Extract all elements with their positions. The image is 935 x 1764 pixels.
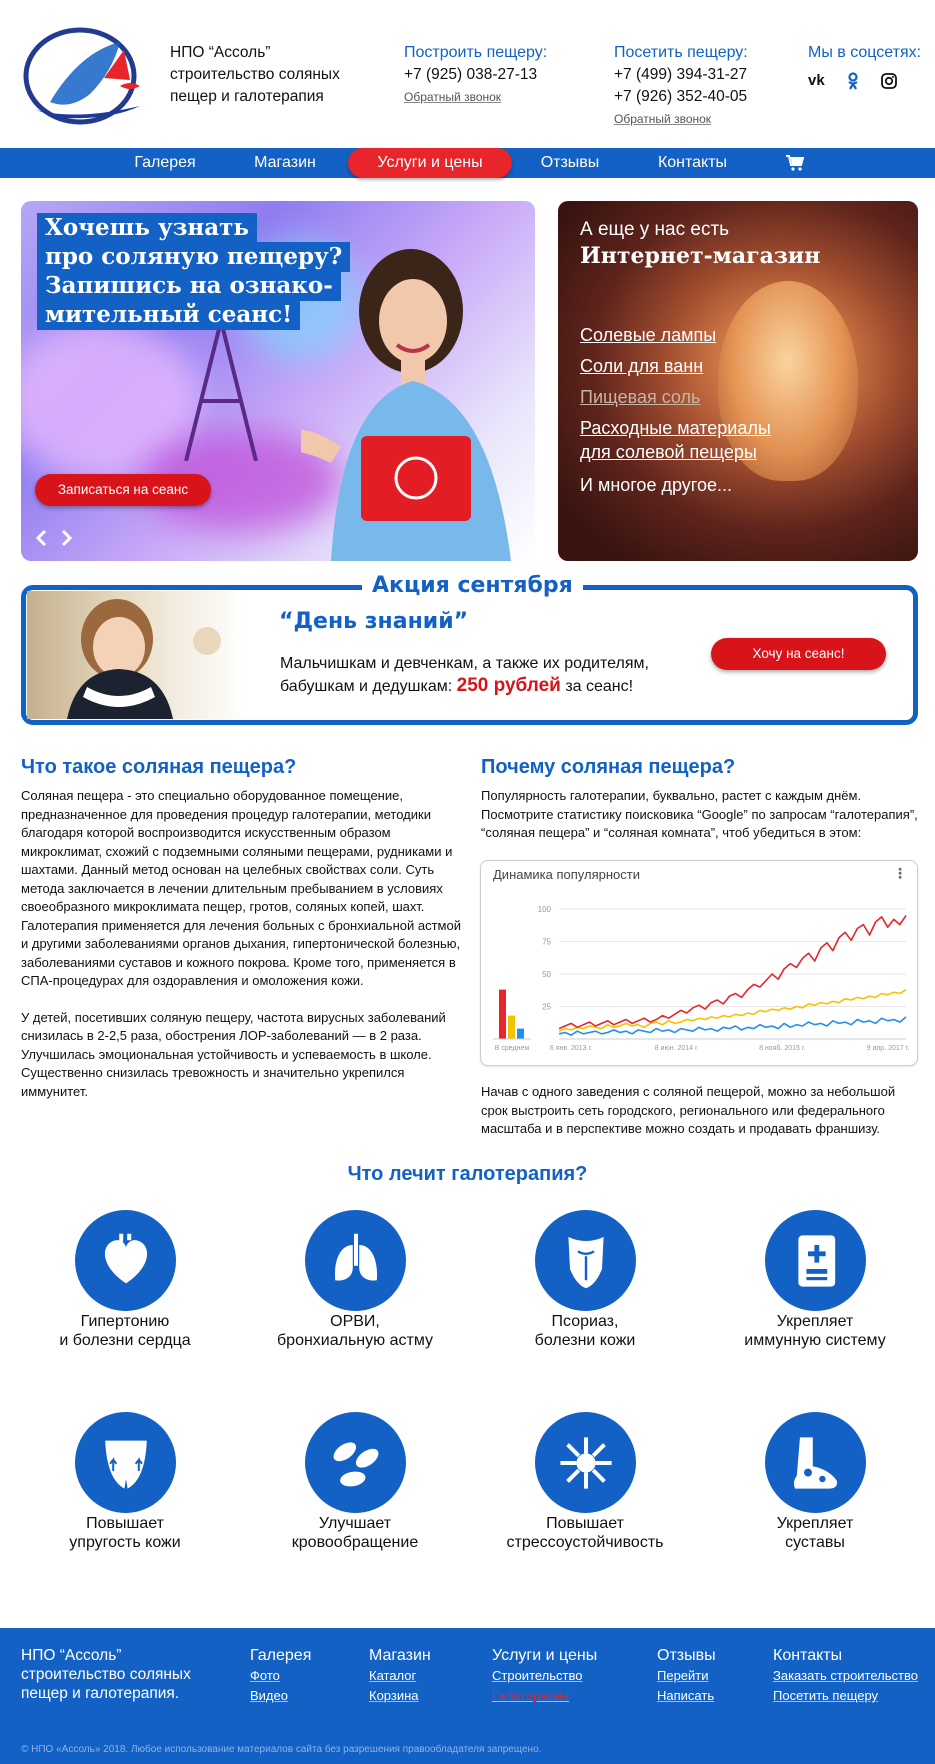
shop-link-food-salt[interactable]: Пищевая соль xyxy=(580,387,701,407)
shop-intro: А еще у нас есть xyxy=(580,219,730,240)
heart-icon xyxy=(86,1221,166,1301)
chart-plot xyxy=(481,889,917,1065)
shop-link-supplies-2[interactable]: для солевой пещеры xyxy=(580,442,757,462)
benefit-caption-line: упругость кожи xyxy=(69,1534,181,1551)
what-paragraph: Галотерапия применяется для лечения больных с бронхиальной астмой и другими заболеваниями органов дыхания, гипертонической болезнью, заболеваниями суставов и кожного покрова. Кроме того, применяется в СПА-процедурах для оздоравления и омоложения кожи. xyxy=(21,917,461,988)
callback-link[interactable]: Обратный звонок xyxy=(614,112,712,126)
footer-brand-line: НПО “Ассоль” xyxy=(21,1647,122,1664)
cart-icon[interactable] xyxy=(786,155,804,171)
footer-col-services xyxy=(492,1646,597,1706)
benefit-caption xyxy=(255,1312,455,1350)
footer-brand-line: пещер и галотерапия. xyxy=(21,1685,180,1702)
y-tick-label: 50 xyxy=(542,970,551,979)
nav-item-reviews[interactable]: Отзывы xyxy=(540,154,600,171)
benefit-caption-line: Повышает xyxy=(546,1515,624,1532)
benefit-caption-line: ОРВИ, xyxy=(330,1313,380,1330)
footer-col-shop xyxy=(369,1646,431,1706)
more-icon[interactable]: ⋮ xyxy=(893,865,907,881)
vk-icon[interactable]: vk xyxy=(808,72,825,89)
what-text xyxy=(21,787,461,1101)
benefit-caption xyxy=(715,1312,915,1350)
chart-title: Динамика популярности xyxy=(493,867,640,882)
footer-link[interactable]: Корзина xyxy=(369,1688,419,1703)
benefit-icon-circle xyxy=(305,1412,406,1513)
benefit-caption xyxy=(715,1514,915,1552)
footer-col-title[interactable]: Магазин xyxy=(369,1647,431,1664)
benefit-caption-line: стрессоустойчивость xyxy=(506,1534,664,1551)
promo-text-part: за сеанс! xyxy=(565,678,634,695)
girl-image xyxy=(27,591,243,719)
what-title: Что такое соляная пещера? xyxy=(21,756,297,778)
series-line-соляная-пещера xyxy=(559,990,906,1032)
promo-text-line: Мальчишкам и девченкам, а также их родителям, xyxy=(280,655,649,672)
main-nav xyxy=(0,148,935,178)
nav-item-contacts[interactable]: Контакты xyxy=(657,154,728,171)
callback-link[interactable]: Обратный звонок xyxy=(404,90,502,104)
nav-item-gallery[interactable]: Галерея xyxy=(134,154,196,171)
benefit-caption-line: кровообращение xyxy=(291,1534,419,1551)
benefit-icon-circle xyxy=(535,1412,636,1513)
torso-icon xyxy=(546,1221,626,1301)
social-block xyxy=(808,42,921,92)
blood-cells-icon xyxy=(316,1423,396,1503)
promo-title: “День знаний” xyxy=(279,609,469,634)
benefit-caption-line: Повышает xyxy=(86,1515,164,1532)
benefit-caption-line: Укрепляет xyxy=(776,1313,854,1330)
y-tick-label: 75 xyxy=(542,937,551,947)
benefit-icon-circle xyxy=(75,1210,176,1311)
logo-mark xyxy=(20,22,152,126)
avg-bar-1 xyxy=(508,1016,515,1039)
banner-line: Запишись на ознако- xyxy=(37,271,341,301)
promo-image xyxy=(27,591,243,719)
shop-link-supplies[interactable]: Расходные материалы xyxy=(580,418,771,438)
build-phone[interactable]: +7 (925) 038-27-13 xyxy=(404,66,538,83)
shop-link-lamps[interactable]: Солевые лампы xyxy=(580,325,717,345)
x-tick-label: 8 нояб. 2015 г. xyxy=(759,1045,806,1052)
shop-title: Интернет-магазин xyxy=(580,243,821,269)
social-title: Мы в соцсетях: xyxy=(808,44,922,61)
build-contact xyxy=(404,42,547,108)
foot-bone-icon xyxy=(776,1423,856,1503)
footer-link[interactable]: Перейти xyxy=(657,1668,709,1683)
lungs-icon xyxy=(316,1221,396,1301)
neuron-icon xyxy=(546,1423,626,1503)
benefit-icon-circle xyxy=(765,1210,866,1311)
footer-link[interactable]: Каталог xyxy=(369,1668,417,1683)
benefit-icon-circle xyxy=(305,1210,406,1311)
x-tick-label: 8 июн. 2014 г. xyxy=(654,1045,699,1052)
promo-price: 250 рублей xyxy=(456,675,561,696)
footer-col-gallery xyxy=(250,1646,311,1706)
y-tick-label: 25 xyxy=(542,1002,551,1012)
benefit-caption xyxy=(485,1312,685,1350)
copyright: © НПО «Ассоль» 2018. Любое использование материалов сайта без разрешения правообладателя запрещено. xyxy=(21,1744,542,1755)
logo[interactable] xyxy=(20,22,152,126)
banner-line: мительный сеанс! xyxy=(37,300,300,330)
trends-chart xyxy=(480,860,918,1066)
x-tick-label: 6 янв. 2013 г. xyxy=(549,1045,593,1052)
benefits-title: Что лечит галотерапия? xyxy=(347,1163,588,1185)
instagram-icon[interactable] xyxy=(881,73,897,89)
footer-link[interactable]: Строительство xyxy=(492,1668,583,1683)
benefit-caption-line: и болезни сердца xyxy=(59,1332,191,1349)
signup-button[interactable]: Записаться на сеанс xyxy=(35,474,211,506)
banner-line: Хочешь узнать xyxy=(37,213,257,243)
promo-button[interactable]: Хочу на сеанс! xyxy=(711,638,886,670)
medical-record-icon xyxy=(776,1221,856,1301)
benefit-caption xyxy=(25,1514,225,1552)
benefit-caption-line: Укрепляет xyxy=(776,1515,854,1532)
footer-col-title[interactable]: Услуги и цены xyxy=(492,1647,598,1664)
chevron-right-icon[interactable] xyxy=(61,529,73,547)
shop-link-more[interactable]: И многое другое... xyxy=(580,475,732,495)
footer-link[interactable]: Фото xyxy=(250,1668,280,1683)
nav-item-services[interactable]: Услуги и цены xyxy=(348,148,512,178)
benefit-caption xyxy=(485,1514,685,1552)
why-paragraph: Популярность галотерапии, буквально, растет с каждым днём. Посмотрите статистику поисковика “Google” по запросам “галотерапия”, “соляная пещера” и “соляная комната”, чтоб убедиться в этом: xyxy=(481,788,918,840)
footer xyxy=(0,1628,935,1764)
footer-brand-line: строительство соляных xyxy=(21,1666,191,1683)
promo-badge: Акция сентября xyxy=(362,573,583,598)
nav-item-shop[interactable]: Магазин xyxy=(254,154,316,171)
what-paragraph: У детей, посетивших соляную пещеру, частота вирусных заболеваний снизилась в 2-2,5 раза, обострения ЛОР-заболеваний — в 2 раза. Улучшилась эмоциональная устойчивость и успеваемость в школе. Существенно снизилась тревожность и значительно укрепился иммунитет. xyxy=(21,1009,446,1099)
benefit-icon-circle xyxy=(75,1412,176,1513)
footer-link[interactable]: Видео xyxy=(250,1688,288,1703)
benefit-caption-line: Псориаз, xyxy=(551,1313,619,1330)
why-title: Почему соляная пещера? xyxy=(481,756,736,778)
avg-bar-0 xyxy=(499,990,506,1039)
odnoklassniki-icon[interactable] xyxy=(847,72,859,90)
why-paragraph: Начав с одного заведения с соляной пещерой, можно за небольшой срок выстроить сеть городского, регионального или федерального масштаба и в перспективе можно создать и продавать франшизу. xyxy=(481,1084,896,1136)
footer-col-title[interactable]: Контакты xyxy=(773,1647,843,1664)
what-paragraph: Соляная пещера - это специально оборудованное помещение, предназначенное для проведения процедур галотерапии, методики благодаря которой воспроизводится искусственным образом микроклимат, схожий с подземными соляными пещерами, рудниками и шахтами. Данный метод основан на целебных свойствах соли. Суть метода заключается в лечении длительным пребыванием в условиях своеобразного микроклимата пещер, гротов, соляных копей, шахт. xyxy=(21,788,453,914)
benefit-caption-line: суставы xyxy=(785,1534,845,1551)
benefit-caption-line: болезни кожи xyxy=(534,1332,636,1349)
brand-text xyxy=(170,42,340,108)
benefit-caption-line: иммунную систему xyxy=(744,1332,886,1349)
footer-col-reviews xyxy=(657,1646,716,1706)
banner-line: про соляную пещеру? xyxy=(37,242,350,272)
shop-banner xyxy=(558,201,918,561)
y-tick-label: 100 xyxy=(537,905,551,914)
brand-line: строительство соляных xyxy=(170,66,340,83)
visit-phone-1[interactable]: +7 (499) 394-31-27 xyxy=(614,66,748,83)
footer-link[interactable]: Заказать строительство xyxy=(773,1668,918,1683)
chevron-left-icon[interactable] xyxy=(35,529,47,547)
avg-label: В среднем xyxy=(494,1045,530,1052)
benefit-caption xyxy=(25,1312,225,1350)
promo-text xyxy=(280,653,649,698)
avg-bar-2 xyxy=(517,1029,524,1039)
benefit-icon-circle xyxy=(765,1412,866,1513)
footer-link[interactable]: Написать xyxy=(657,1688,715,1703)
benefit-caption-line: бронхиальную астму xyxy=(277,1332,433,1349)
visit-title: Посетить пещеру: xyxy=(614,44,748,61)
shop-link-bath-salt[interactable]: Соли для ванн xyxy=(580,356,704,376)
benefit-icon-circle xyxy=(535,1210,636,1311)
benefit-caption xyxy=(255,1514,455,1552)
benefit-caption-line: Гипертонию xyxy=(80,1313,170,1330)
promo-banner-session xyxy=(21,201,535,561)
x-tick-label: 9 апр. 2017 г. xyxy=(866,1045,910,1052)
series-line-галотерапия xyxy=(559,916,906,1029)
footer-link[interactable]: Посетить пещеру xyxy=(773,1688,879,1703)
brand-line: НПО “Ассоль” xyxy=(170,44,271,61)
visit-contact xyxy=(614,42,748,130)
brand-line: пещер и галотерапия xyxy=(170,88,324,105)
promo-text-part: бабушкам и дедушкам: xyxy=(280,678,453,695)
footer-brand xyxy=(21,1646,191,1703)
build-title: Построить пещеру: xyxy=(404,44,548,61)
body-lift-icon xyxy=(86,1423,166,1503)
footer-col-title[interactable]: Галерея xyxy=(250,1647,312,1664)
benefit-caption-line: Улучшает xyxy=(318,1515,392,1532)
footer-col-contacts xyxy=(773,1646,918,1706)
footer-col-title[interactable]: Отзывы xyxy=(657,1647,716,1664)
footer-link-active[interactable]: Галотерапия xyxy=(492,1688,570,1703)
lamp-tripod xyxy=(181,321,261,461)
visit-phone-2[interactable]: +7 (926) 352-40-05 xyxy=(614,88,748,105)
